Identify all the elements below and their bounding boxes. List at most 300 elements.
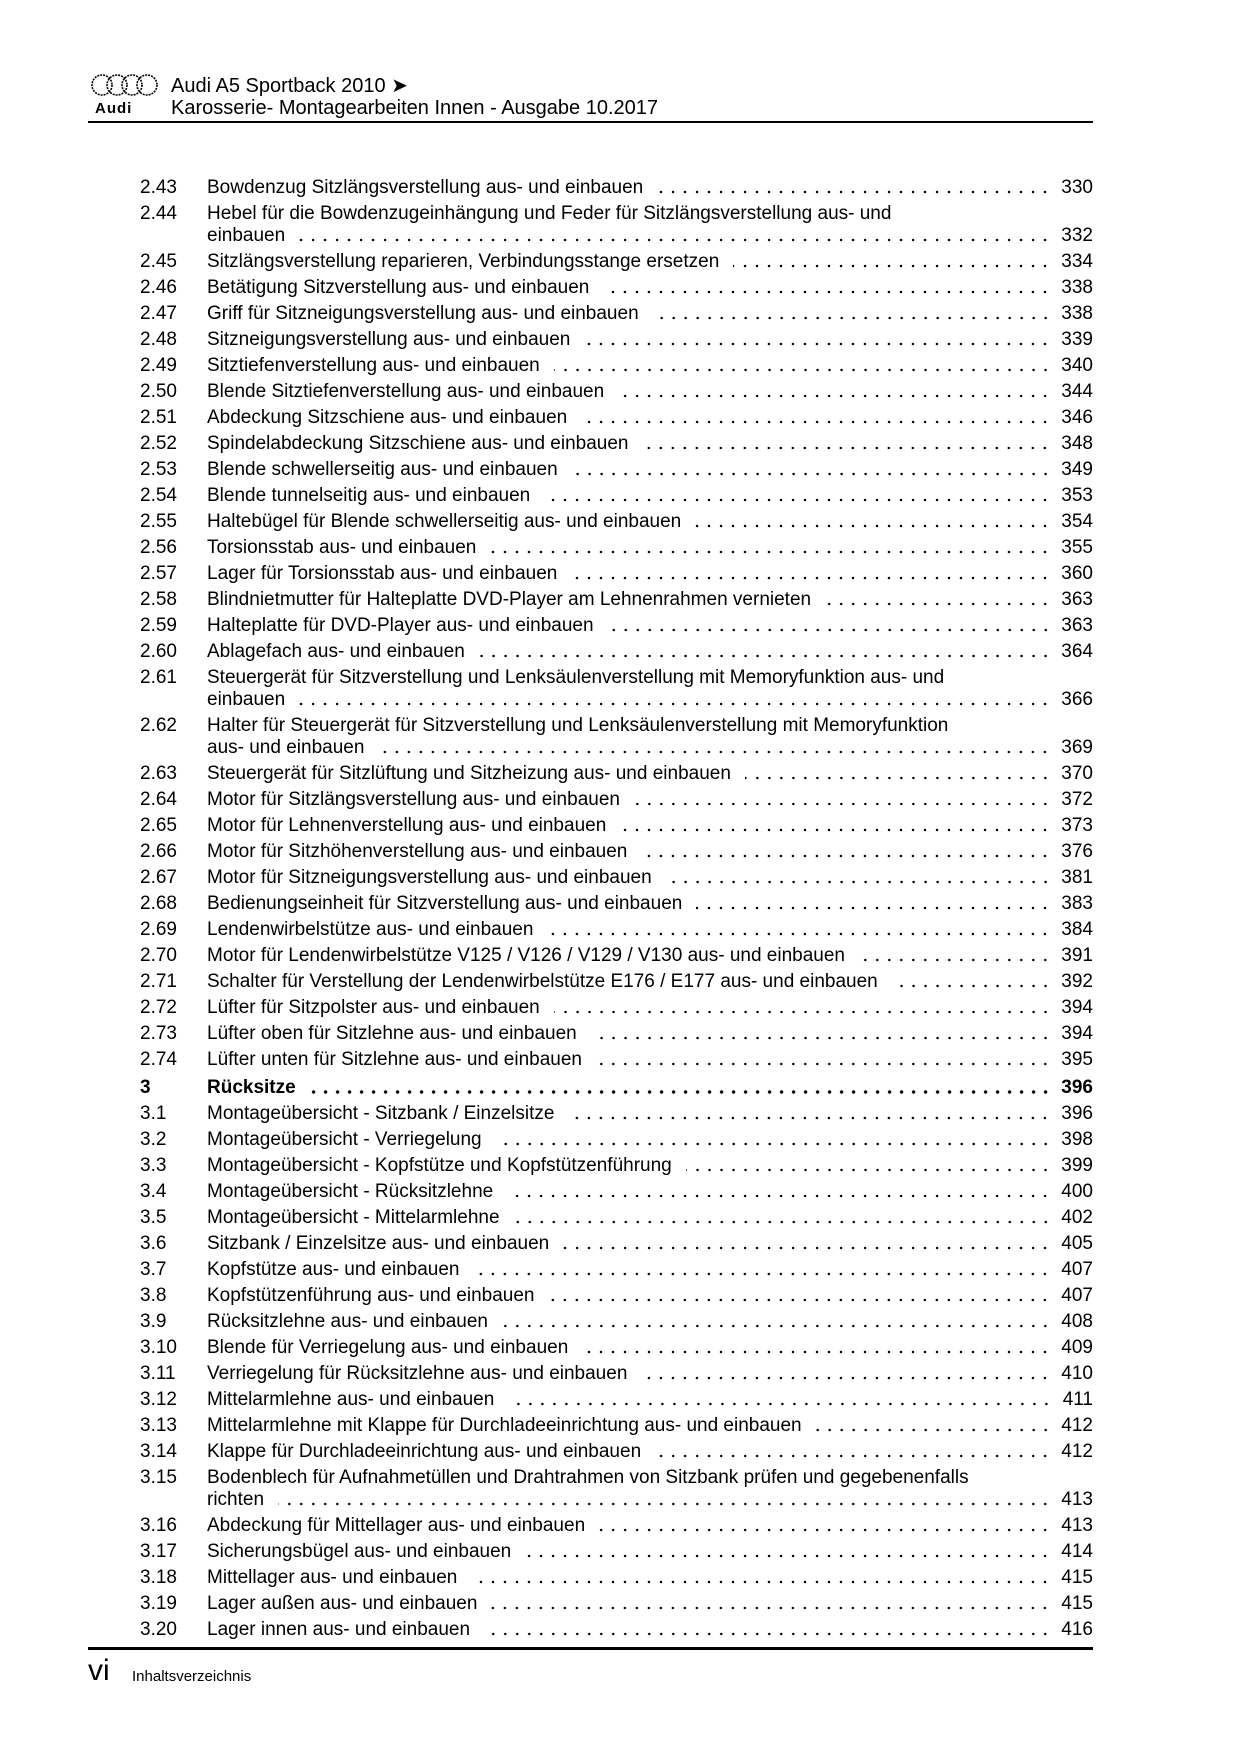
entry-number: 3.15 — [140, 1467, 177, 1488]
entry-page-number: 398 — [1061, 1129, 1093, 1150]
entry-title: Mittelarmlehne mit Klappe für Durchladeeinrichtung aus- und einbauen — [207, 1415, 802, 1436]
header-rule — [88, 121, 1093, 123]
entry-body — [207, 1567, 1093, 1589]
entry-title: Blende Sitztiefenverstellung aus- und einbauen — [207, 381, 605, 402]
toc-entry[interactable] — [140, 355, 1093, 381]
dot-leader — [892, 984, 1052, 988]
entry-number: 2.58 — [140, 589, 177, 610]
entry-line — [207, 841, 1093, 863]
entry-body — [207, 485, 1093, 507]
entry-number: 2.71 — [140, 971, 177, 992]
toc-entry[interactable] — [140, 589, 1093, 615]
entry-body — [207, 277, 1093, 299]
entry-line — [207, 1311, 1093, 1333]
entry-line — [207, 511, 1093, 533]
toc-entry[interactable] — [140, 511, 1093, 537]
entry-number: 2.49 — [140, 355, 177, 376]
entry-title: Torsionsstab aus- und einbauen — [207, 537, 477, 558]
entry-number: 2.50 — [140, 381, 177, 402]
entry-page-number: 402 — [1061, 1207, 1093, 1228]
entry-number: 2.56 — [140, 537, 177, 558]
entry-body — [207, 1049, 1093, 1071]
toc-entry[interactable] — [140, 1567, 1093, 1593]
entry-title: Montageübersicht - Kopfstütze und Kopfstützenführung — [207, 1155, 672, 1176]
entry-number: 2.52 — [140, 433, 177, 454]
entry-number: 2.60 — [140, 641, 177, 662]
entry-body — [207, 997, 1093, 1019]
toc-entry[interactable] — [140, 1259, 1093, 1285]
entry-title: Rücksitzlehne aus- und einbauen — [207, 1311, 488, 1332]
dot-leader — [479, 654, 1052, 658]
dot-leader — [310, 1090, 1052, 1094]
entry-title: Rücksitze — [207, 1077, 296, 1098]
entry-page-number: 355 — [1061, 537, 1093, 558]
entry-title: Halteplatte für DVD-Player aus- und einbauen — [207, 615, 594, 636]
entry-number: 2.43 — [140, 177, 177, 198]
entry-number: 2.67 — [140, 867, 177, 888]
dot-leader — [634, 802, 1051, 806]
dot-leader — [508, 1402, 1052, 1406]
dot-leader — [618, 394, 1051, 398]
dot-leader — [655, 1454, 1051, 1458]
entry-body — [207, 563, 1093, 585]
entry-body — [207, 1541, 1093, 1563]
entry-page-number: 413 — [1061, 1489, 1093, 1510]
dot-leader — [502, 1324, 1051, 1328]
entry-body — [207, 1619, 1093, 1641]
entry-page-number: 360 — [1061, 563, 1093, 584]
entry-page-number: 369 — [1061, 737, 1093, 758]
entry-body — [207, 789, 1093, 811]
entry-line — [207, 615, 1093, 637]
entry-page-number: 330 — [1061, 177, 1093, 198]
entry-line — [207, 407, 1093, 429]
entry-number: 3.3 — [140, 1155, 167, 1176]
dot-leader — [591, 1036, 1052, 1040]
entry-line — [207, 1363, 1093, 1385]
entry-line — [207, 1441, 1093, 1463]
dot-leader — [686, 1168, 1052, 1172]
entry-line — [207, 277, 1093, 299]
entry-title: Verriegelung für Rücksitzlehne aus- und einbauen — [207, 1363, 628, 1384]
entry-page-number: 412 — [1061, 1441, 1093, 1462]
entry-page-number: 332 — [1061, 225, 1093, 246]
entry-body — [207, 1155, 1093, 1177]
entry-page-number: 396 — [1061, 1077, 1093, 1098]
dot-leader — [544, 498, 1051, 502]
entry-line — [207, 997, 1093, 1019]
entry-line — [207, 1155, 1093, 1177]
dot-leader — [507, 1194, 1051, 1198]
entry-title: Montageübersicht - Mittelarmlehne — [207, 1207, 500, 1228]
entry-title: Kopfstützenführung aus- und einbauen — [207, 1285, 535, 1306]
entry-page-number: 370 — [1061, 763, 1093, 784]
entry-title: Sitzneigungsverstellung aus- und einbauen — [207, 329, 571, 350]
toc-entry[interactable] — [140, 1415, 1093, 1441]
entry-page-number: 354 — [1061, 511, 1093, 532]
toc-entry[interactable] — [140, 919, 1093, 945]
entry-line — [207, 815, 1093, 837]
entry-page-number: 349 — [1061, 459, 1093, 480]
entry-line — [207, 303, 1093, 325]
entry-line — [207, 945, 1093, 967]
dot-leader — [608, 628, 1052, 632]
toc-entry[interactable] — [140, 641, 1093, 667]
entry-number: 2.74 — [140, 1049, 177, 1070]
entry-line — [207, 203, 1093, 225]
toc-entry[interactable] — [140, 203, 1093, 251]
entry-body — [207, 815, 1093, 837]
entry-number: 2.63 — [140, 763, 177, 784]
entry-title: Bedienungseinheit für Sitzverstellung aus- und einbauen — [207, 893, 683, 914]
entry-line — [207, 251, 1093, 273]
entry-line — [207, 1619, 1093, 1641]
dot-leader — [599, 1528, 1051, 1532]
entry-line — [207, 1049, 1093, 1071]
dot-leader — [490, 550, 1051, 554]
dot-leader — [514, 1220, 1052, 1224]
entry-title: Spindelabdeckung Sitzschiene aus- und einbauen — [207, 433, 629, 454]
toc-entry[interactable] — [140, 789, 1093, 815]
entry-page-number: 366 — [1061, 689, 1093, 710]
dot-leader — [695, 524, 1051, 528]
toc-entry[interactable] — [140, 867, 1093, 893]
entry-page-number: 392 — [1061, 971, 1093, 992]
entry-line — [207, 715, 1093, 737]
entry-number: 3.14 — [140, 1441, 177, 1462]
entry-page-number: 409 — [1061, 1337, 1093, 1358]
entry-title: Lager für Torsionsstab aus- und einbauen — [207, 563, 558, 584]
dot-leader — [572, 472, 1052, 476]
toc-entry[interactable] — [140, 537, 1093, 563]
dot-leader — [581, 420, 1051, 424]
dot-leader — [554, 1010, 1052, 1014]
entry-page-number: 339 — [1061, 329, 1093, 350]
toc-entry[interactable] — [140, 667, 1093, 715]
toc-entry[interactable] — [140, 1181, 1093, 1207]
entry-line — [207, 329, 1093, 351]
entry-title: Schalter für Verstellung der Lendenwirbelstütze E176 / E177 aus- und einbauen — [207, 971, 878, 992]
toc-entry[interactable] — [140, 971, 1093, 997]
entry-page-number: 395 — [1061, 1049, 1093, 1070]
entry-title: Haltebügel für Blende schwellerseitig aus- und einbauen — [207, 511, 682, 532]
entry-title: Griff für Sitzneigungsverstellung aus- und einbauen — [207, 303, 639, 324]
dot-leader — [745, 776, 1051, 780]
entry-line — [207, 1515, 1093, 1537]
toc-entry[interactable] — [140, 381, 1093, 407]
entry-page-number: 338 — [1061, 303, 1093, 324]
entry-line — [207, 563, 1093, 585]
dot-leader — [859, 958, 1051, 962]
entry-page-number: 391 — [1061, 945, 1093, 966]
toc-entry[interactable] — [140, 1467, 1093, 1515]
entry-page-number: 373 — [1061, 815, 1093, 836]
toc-entry[interactable] — [140, 893, 1093, 919]
entry-line — [207, 1129, 1093, 1151]
toc-entry[interactable] — [140, 945, 1093, 971]
entry-body — [207, 203, 1093, 247]
toc-entry[interactable] — [140, 1233, 1093, 1259]
entry-line — [207, 1023, 1093, 1045]
entry-line — [207, 1389, 1093, 1411]
toc-entry[interactable] — [140, 1515, 1093, 1541]
entry-page-number: 416 — [1061, 1619, 1093, 1640]
entry-title: Sitztiefenverstellung aus- und einbauen — [207, 355, 540, 376]
entry-number: 2.72 — [140, 997, 177, 1018]
dot-leader — [471, 1580, 1051, 1584]
entry-title: Montageübersicht - Rücksitzlehne — [207, 1181, 494, 1202]
audi-rings-logo — [90, 73, 160, 97]
entry-number: 3.10 — [140, 1337, 177, 1358]
entry-title-continued: richten — [207, 1489, 265, 1510]
entry-page-number: 394 — [1061, 997, 1093, 1018]
entry-body — [207, 971, 1093, 993]
toc-entry[interactable] — [140, 1593, 1093, 1619]
entry-line — [207, 1103, 1093, 1125]
toc-entry[interactable] — [140, 715, 1093, 763]
dot-leader — [584, 342, 1051, 346]
document-subtitle: Karosserie- Montagearbeiten Innen - Ausgabe 10.2017 — [171, 97, 659, 119]
entry-page-number: 413 — [1061, 1515, 1093, 1536]
toc-entry[interactable] — [140, 1337, 1093, 1363]
toc-entry[interactable] — [140, 763, 1093, 789]
entry-number: 2.70 — [140, 945, 177, 966]
dot-leader — [641, 854, 1051, 858]
entry-title: Lager innen aus- und einbauen — [207, 1619, 471, 1640]
entry-number: 3.12 — [140, 1389, 177, 1410]
dot-leader — [733, 264, 1051, 268]
dot-leader — [563, 1246, 1051, 1250]
entry-title: Motor für Lehnenverstellung aus- und einbauen — [207, 815, 607, 836]
entry-title: Blende schwellerseitig aus- und einbauen — [207, 459, 558, 480]
entry-line — [207, 225, 1093, 247]
toc-entry[interactable] — [140, 329, 1093, 355]
entry-body — [207, 1363, 1093, 1385]
dot-leader — [641, 1376, 1051, 1380]
entry-title-continued: aus- und einbauen — [207, 737, 365, 758]
toc-entry[interactable] — [140, 563, 1093, 589]
entry-line — [207, 789, 1093, 811]
entry-body — [207, 715, 1093, 759]
entry-body — [207, 615, 1093, 637]
entry-line — [207, 433, 1093, 455]
entry-line — [207, 971, 1093, 993]
entry-number: 2.55 — [140, 511, 177, 532]
entry-number: 2.51 — [140, 407, 177, 428]
entry-title: Sitzbank / Einzelsitze aus- und einbauen — [207, 1233, 550, 1254]
entry-line — [207, 1181, 1093, 1203]
entry-page-number: 412 — [1061, 1415, 1093, 1436]
toc-entry[interactable] — [140, 1023, 1093, 1049]
entry-line — [207, 537, 1093, 559]
toc-entry[interactable] — [140, 433, 1093, 459]
entry-title-continued: einbauen — [207, 225, 286, 246]
toc-entry[interactable] — [140, 485, 1093, 511]
entry-number: 2.53 — [140, 459, 177, 480]
document-title: Audi A5 Sportback 2010 ➤ — [171, 75, 408, 97]
entry-page-number: 346 — [1061, 407, 1093, 428]
entry-title: Steuergerät für Sitzlüftung und Sitzheizung aus- und einbauen — [207, 763, 731, 784]
entry-body — [207, 589, 1093, 611]
entry-title: Montageübersicht - Sitzbank / Einzelsitze — [207, 1103, 555, 1124]
entry-page-number: 394 — [1061, 1023, 1093, 1044]
entry-page-number: 400 — [1061, 1181, 1093, 1202]
toc-entry[interactable] — [140, 251, 1093, 277]
entry-number: 3.4 — [140, 1181, 167, 1202]
entry-page-number: 407 — [1061, 1259, 1093, 1280]
toc-entry[interactable] — [140, 997, 1093, 1023]
entry-number: 3.19 — [140, 1593, 177, 1614]
entry-number: 2.47 — [140, 303, 177, 324]
toc-entry[interactable] — [140, 1541, 1093, 1567]
entry-line — [207, 459, 1093, 481]
toc-entry[interactable] — [140, 1619, 1093, 1645]
toc-entry[interactable] — [140, 1207, 1093, 1233]
entry-number: 3 — [140, 1077, 151, 1098]
toc-chapter-entry[interactable] — [140, 1075, 1093, 1103]
entry-line — [207, 1415, 1093, 1437]
entry-number: 3.11 — [140, 1363, 176, 1384]
toc-entry[interactable] — [140, 1103, 1093, 1129]
entry-line — [207, 1207, 1093, 1229]
entry-page-number: 415 — [1061, 1567, 1093, 1588]
toc-entry[interactable] — [140, 459, 1093, 485]
dot-leader — [582, 1350, 1051, 1354]
dot-leader — [620, 828, 1051, 832]
entry-body — [207, 1129, 1093, 1151]
entry-title: Hebel für die Bowdenzugeinhängung und Feder für Sitzlängsverstellung aus- und — [207, 203, 892, 224]
toc-entry[interactable] — [140, 407, 1093, 433]
entry-line — [207, 1489, 1093, 1511]
entry-body — [207, 867, 1093, 889]
entry-line — [207, 667, 1093, 689]
entry-line — [207, 763, 1093, 785]
entry-body — [207, 251, 1093, 273]
dot-leader — [278, 1502, 1051, 1506]
entry-line — [207, 1259, 1093, 1281]
toc-entry[interactable] — [140, 1363, 1093, 1389]
entry-title: Motor für Sitzneigungsverstellung aus- und einbauen — [207, 867, 652, 888]
entry-number: 3.18 — [140, 1567, 177, 1588]
entry-body — [207, 1441, 1093, 1463]
entry-number: 3.1 — [140, 1103, 167, 1124]
entry-number: 3.9 — [140, 1311, 167, 1332]
entry-body — [207, 667, 1093, 711]
entry-title: Mittelarmlehne aus- und einbauen — [207, 1389, 495, 1410]
entry-title: Lüfter oben für Sitzlehne aus- und einbauen — [207, 1023, 577, 1044]
dot-leader — [603, 290, 1051, 294]
entry-page-number: 344 — [1061, 381, 1093, 402]
toc-entry[interactable] — [140, 1129, 1093, 1155]
entry-number: 3.6 — [140, 1233, 167, 1254]
entry-number: 2.57 — [140, 563, 177, 584]
entry-body — [207, 1181, 1093, 1203]
entry-body — [207, 1593, 1093, 1615]
entry-title: Abdeckung für Mittellager aus- und einbauen — [207, 1515, 586, 1536]
table-of-contents — [140, 177, 1093, 1645]
entry-page-number: 363 — [1061, 589, 1093, 610]
dot-leader — [816, 1428, 1052, 1432]
audi-wordmark: Audi — [95, 100, 133, 117]
entry-body — [207, 1467, 1093, 1511]
dot-leader — [666, 880, 1052, 884]
entry-title: Abdeckung Sitzschiene aus- und einbauen — [207, 407, 568, 428]
entry-body — [207, 1023, 1093, 1045]
entry-number: 3.13 — [140, 1415, 177, 1436]
toc-entry[interactable] — [140, 615, 1093, 641]
entry-line — [207, 1285, 1093, 1307]
dot-leader — [548, 1298, 1051, 1302]
entry-body — [207, 1103, 1093, 1125]
entry-number: 3.17 — [140, 1541, 177, 1562]
dot-leader — [473, 1272, 1051, 1276]
entry-line — [207, 355, 1093, 377]
entry-body — [207, 1233, 1093, 1255]
toc-entry[interactable] — [140, 1389, 1093, 1415]
toc-entry[interactable] — [140, 815, 1093, 841]
entry-page-number: 411 — [1062, 1389, 1093, 1410]
entry-body — [207, 537, 1093, 559]
entry-body — [207, 1311, 1093, 1333]
entry-title: Blende für Verriegelung aus- und einbauen — [207, 1337, 569, 1358]
entry-line — [207, 1337, 1093, 1359]
toc-entry[interactable] — [140, 177, 1093, 203]
entry-body — [207, 1389, 1093, 1411]
entry-line — [207, 381, 1093, 403]
entry-body — [207, 329, 1093, 351]
toc-entry[interactable] — [140, 303, 1093, 329]
entry-title: Lager außen aus- und einbauen — [207, 1593, 478, 1614]
entry-number: 3.2 — [140, 1129, 167, 1150]
dot-leader — [568, 1116, 1051, 1120]
entry-number: 2.45 — [140, 251, 177, 272]
toc-entry[interactable] — [140, 1311, 1093, 1337]
footer-section-title: Inhaltsverzeichnis — [132, 1668, 252, 1685]
entry-line — [207, 689, 1093, 711]
entry-page-number: 353 — [1061, 485, 1093, 506]
dot-leader — [496, 1142, 1052, 1146]
toc-entry[interactable] — [140, 1285, 1093, 1311]
entry-title: Motor für Lendenwirbelstütze V125 / V126 / V129 / V130 aus- und einbauen — [207, 945, 845, 966]
entry-number: 2.66 — [140, 841, 177, 862]
entry-line — [207, 1541, 1093, 1563]
toc-entry[interactable] — [140, 1049, 1093, 1075]
entry-body — [207, 511, 1093, 533]
dot-leader — [547, 932, 1051, 936]
entry-body — [207, 1285, 1093, 1307]
toc-entry[interactable] — [140, 841, 1093, 867]
dot-leader — [299, 702, 1051, 706]
entry-number: 3.7 — [140, 1259, 167, 1280]
toc-entry[interactable] — [140, 1155, 1093, 1181]
entry-title: Bowdenzug Sitzlängsverstellung aus- und einbauen — [207, 177, 644, 198]
entry-page-number: 363 — [1061, 615, 1093, 636]
entry-number: 2.73 — [140, 1023, 177, 1044]
entry-title: Motor für Sitzhöhenverstellung aus- und einbauen — [207, 841, 628, 862]
entry-number: 2.48 — [140, 329, 177, 350]
entry-page-number: 383 — [1061, 893, 1093, 914]
entry-number: 2.59 — [140, 615, 177, 636]
toc-entry[interactable] — [140, 1441, 1093, 1467]
entry-number: 2.54 — [140, 485, 177, 506]
entry-page-number: 405 — [1061, 1233, 1093, 1254]
entry-line — [207, 641, 1093, 663]
toc-entry[interactable] — [140, 277, 1093, 303]
entry-title: Bodenblech für Aufnahmetüllen und Drahtrahmen von Sitzbank prüfen und gegebenenfalls — [207, 1467, 969, 1488]
dot-leader — [696, 906, 1051, 910]
entry-page-number: 348 — [1061, 433, 1093, 454]
entry-number: 2.64 — [140, 789, 177, 810]
